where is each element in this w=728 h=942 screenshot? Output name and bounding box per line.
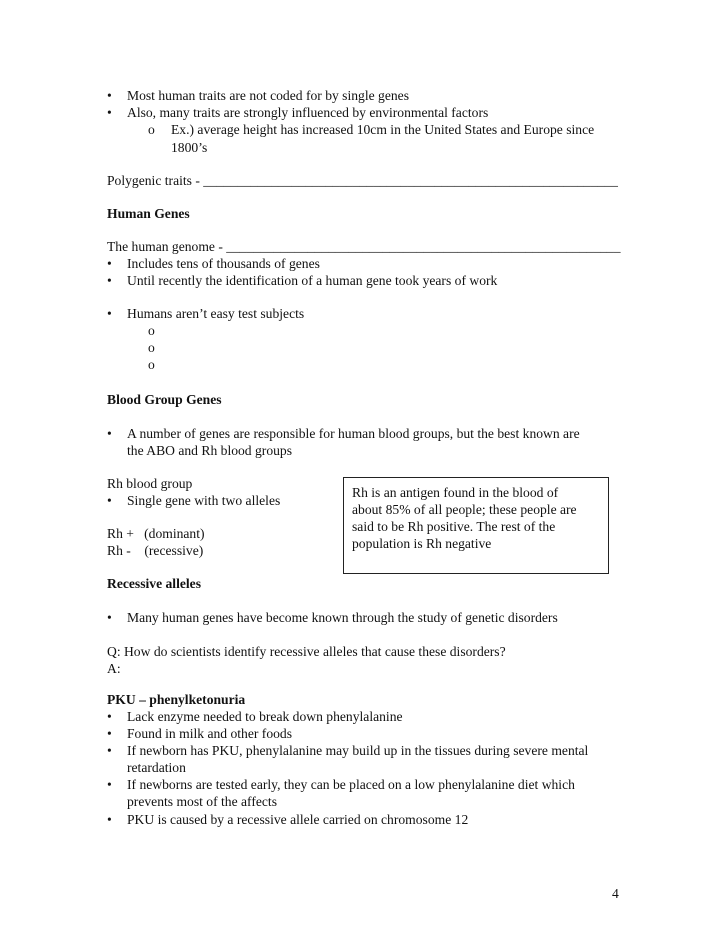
- bullet-marker: •: [107, 709, 112, 724]
- bullet-marker: •: [107, 743, 112, 758]
- bullet-marker: •: [107, 812, 112, 827]
- pku-bullet-2: Found in milk and other foods: [127, 726, 293, 741]
- bullet-marker: •: [107, 88, 112, 103]
- bullet-marker: •: [107, 306, 112, 321]
- question-line: Q: How do scientists identify recessive alleles that cause these disorders?: [107, 644, 506, 659]
- callout-line-3: said to be Rh positive. The rest of the: [352, 519, 556, 534]
- callout-line-1: Rh is an antigen found in the blood of: [352, 485, 559, 500]
- page-number: 4: [612, 886, 619, 901]
- bullet-marker: •: [107, 426, 112, 441]
- rh-negative: Rh - (recessive): [107, 543, 204, 558]
- blood-group-heading: Blood Group Genes: [107, 392, 222, 407]
- blood-bullet-line-1: A number of genes are responsible for human blood groups, but the best known are: [127, 426, 580, 441]
- empty-sub-bullet: o: [148, 357, 155, 372]
- polygenic-blank: _____________________________________________________________: [203, 173, 618, 188]
- human-genes-heading: Human Genes: [107, 206, 190, 221]
- polygenic-line: [107, 173, 618, 190]
- pku-bullet-1: Lack enzyme needed to break down phenylalanine: [127, 709, 403, 724]
- genome-line: [107, 239, 621, 256]
- pku-bullet-4-line-2: prevents most of the affects: [127, 794, 277, 809]
- blood-bullet-line-2: the ABO and Rh blood groups: [127, 443, 293, 458]
- callout-line-4: population is Rh negative: [352, 536, 492, 551]
- genome-label: The human genome -: [107, 239, 227, 254]
- pku-bullet-3-line-1: If newborn has PKU, phenylalanine may build up in the tissues during severe mental: [127, 743, 589, 758]
- example-line-2: 1800’s: [171, 140, 208, 155]
- genes-bullet-2: Until recently the identification of a human gene took years of work: [127, 273, 498, 288]
- rh-positive: Rh + (dominant): [107, 526, 205, 541]
- bullet-marker: •: [107, 493, 112, 508]
- bullet-marker: •: [107, 726, 112, 741]
- genome-blank: __________________________________________________________: [226, 239, 621, 254]
- empty-sub-bullet: o: [148, 340, 155, 355]
- recessive-bullet: Many human genes have become known through the study of genetic disorders: [127, 610, 558, 625]
- sub-bullet-marker: o: [148, 122, 155, 137]
- bullet-marker: •: [107, 105, 112, 120]
- bullet-marker: •: [107, 273, 112, 288]
- example-line-1: Ex.) average height has increased 10cm in the United States and Europe since: [171, 122, 595, 137]
- answer-line: A:: [107, 661, 121, 676]
- callout-line-2: about 85% of all people; these people are: [352, 502, 577, 517]
- bullet-marker: •: [107, 256, 112, 271]
- recessive-heading: Recessive alleles: [107, 576, 201, 591]
- intro-bullet-1: Most human traits are not coded for by single genes: [127, 88, 410, 103]
- bullet-marker: •: [107, 610, 112, 625]
- pku-bullet-5: PKU is caused by a recessive allele carried on chromosome 12: [127, 812, 469, 827]
- pku-bullet-3-line-2: retardation: [127, 760, 186, 775]
- intro-bullet-2: Also, many traits are strongly influenced by environmental factors: [127, 105, 489, 120]
- polygenic-label: Polygenic traits -: [107, 173, 204, 188]
- pku-heading: PKU – phenylketonuria: [107, 692, 246, 707]
- genes-bullet-1: Includes tens of thousands of genes: [127, 256, 320, 271]
- bullet-marker: •: [107, 777, 112, 792]
- rh-callout-box: [343, 477, 609, 574]
- genes-bullet-3: Humans aren’t easy test subjects: [127, 306, 305, 321]
- empty-sub-bullet: o: [148, 323, 155, 338]
- rh-heading: Rh blood group: [107, 476, 193, 491]
- pku-bullet-4-line-1: If newborns are tested early, they can be placed on a low phenylalanine diet which: [127, 777, 575, 792]
- rh-bullet: Single gene with two alleles: [127, 493, 281, 508]
